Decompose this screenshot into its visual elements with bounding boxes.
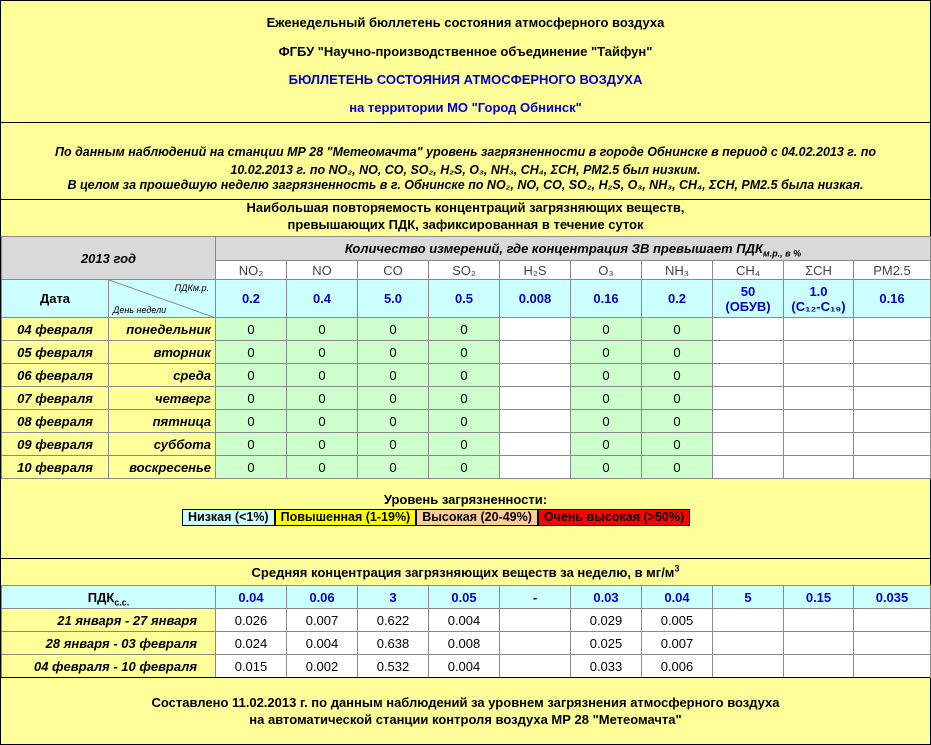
exceedance-cell: 0 (429, 364, 500, 387)
pdk-weekday-corner (109, 280, 216, 318)
avg-pdk-label: $ПДК_{с.с.}$ (2, 586, 216, 609)
pollutant-header: CH₄ (713, 261, 784, 280)
avg-period: 04 февраля - 10 февраля (2, 655, 216, 678)
avg-pdk-value: 3 (358, 586, 429, 609)
pdk-value (571, 280, 642, 318)
avg-pdk-value: 0.06 (287, 586, 358, 609)
exceedance-cell: 0 (429, 318, 500, 341)
avg-pdk-value: - (500, 586, 571, 609)
table-row (2, 456, 931, 479)
avg-cell (713, 632, 784, 655)
exceedance-cell: 0 (216, 456, 287, 479)
avg-cell: 0.029 (571, 609, 642, 632)
pollutant-header: NH₃ (642, 261, 713, 280)
avg-cell: 0.004 (287, 632, 358, 655)
pdk-number: 5.0 (383, 291, 403, 306)
exceedance-cell: 0 (216, 433, 287, 456)
pdk-number: 0.4 (312, 291, 332, 306)
avg-cell (713, 655, 784, 678)
exceedance-cell (854, 410, 931, 433)
exceedance-cell: 0 (571, 433, 642, 456)
exceedance-cell (854, 433, 931, 456)
pollutant-header: CO (358, 261, 429, 280)
exceedance-cell: 0 (358, 364, 429, 387)
average-title: Средняя концентрация загрязняющих веществ за неделю, в $мг/м^3$ (1, 558, 930, 586)
exceedance-cell: 0 (358, 387, 429, 410)
exceedance-cell (854, 456, 931, 479)
pdk-number: 0.2 (241, 291, 261, 306)
row-weekday: вторник (109, 341, 216, 364)
pdk-value (216, 280, 287, 318)
exceedance-cell: 0 (429, 410, 500, 433)
weekly-average-table (1, 585, 931, 678)
pdk-value (429, 280, 500, 318)
exceedance-cell: 0 (571, 410, 642, 433)
exceedance-cell (784, 318, 854, 341)
pdk-note: (ОБУВ) (725, 298, 771, 314)
avg-cell (500, 655, 571, 678)
pdk-value (854, 280, 931, 318)
table-row (2, 655, 931, 678)
repeat-title-line: Наибольшая повторяемость концентраций загрязняющих веществ, (246, 200, 685, 215)
avg-cell: 0.622 (358, 609, 429, 632)
repeat-title-line: превышающих ПДК, зафиксированная в течение суток (287, 217, 644, 232)
exceedance-cell: 0 (287, 364, 358, 387)
avg-cell: 0.002 (287, 655, 358, 678)
exceedance-cell (500, 341, 571, 364)
avg-cell: 0.008 (429, 632, 500, 655)
row-date: 04 февраля (2, 318, 109, 341)
avg-pdk-value: 0.15 (784, 586, 854, 609)
exceedance-cell: 0 (642, 341, 713, 364)
row-date: 08 февраля (2, 410, 109, 433)
bulletin-title: БЮЛЛЕТЕНЬ СОСТОЯНИЯ АТМОСФЕРНОГО ВОЗДУХА (288, 72, 643, 87)
avg-cell: 0.015 (216, 655, 287, 678)
table-row (2, 632, 931, 655)
daily-exceedance-table (1, 236, 931, 479)
avg-cell: 0.007 (642, 632, 713, 655)
exceedance-cell (784, 410, 854, 433)
legend-high: Высокая (20-49%) (416, 509, 538, 526)
pdk-note: (C₁₂-C₁₉) (791, 298, 846, 314)
table-row (2, 341, 931, 364)
exceedance-cell (854, 364, 931, 387)
table-row (2, 410, 931, 433)
avg-cell: 0.024 (216, 632, 287, 655)
exceedance-cell (500, 318, 571, 341)
exceedance-cell: 0 (642, 364, 713, 387)
exceedance-cell (713, 456, 784, 479)
pdk-number: 1.0 (809, 283, 828, 299)
pdk-value (500, 280, 571, 318)
avg-cell: 0.025 (571, 632, 642, 655)
exceedance-cell: 0 (571, 387, 642, 410)
pdk-number: 50 (740, 283, 756, 299)
year-cell: 2013 год (2, 237, 216, 280)
exceedance-cell: 0 (287, 341, 358, 364)
exceedance-cell: 0 (216, 364, 287, 387)
row-weekday: пятница (109, 410, 216, 433)
exceedance-cell: 0 (358, 410, 429, 433)
avg-period: 28 января - 03 февраля (2, 632, 216, 655)
exceedance-cell (500, 456, 571, 479)
row-weekday: воскресенье (109, 456, 216, 479)
date-label: Дата (2, 280, 109, 318)
summary-line: 10.02.2013 г. по NO₂, NO, CO, SO₂, H₂S, O₃, NH₃, CH₄, ΣCH, PM2.5 был низким. (230, 163, 701, 177)
repeat-title (1, 199, 930, 233)
pollutant-header: NO₂ (216, 261, 287, 280)
table-row (2, 318, 931, 341)
avg-cell: 0.006 (642, 655, 713, 678)
exceedance-cell: 0 (642, 456, 713, 479)
pdk-value (713, 280, 784, 318)
row-date: 05 февраля (2, 341, 109, 364)
avg-cell: 0.004 (429, 609, 500, 632)
summary-period-text (1, 143, 930, 179)
exceedance-cell (784, 433, 854, 456)
exceedance-cell (784, 456, 854, 479)
row-weekday: среда (109, 364, 216, 387)
pollution-level-title: Уровень загрязненности: (383, 492, 548, 507)
pollutant-header: PM2.5 (854, 261, 931, 280)
exceedance-cell: 0 (287, 456, 358, 479)
exceedance-cell: 0 (216, 318, 287, 341)
table-row (2, 364, 931, 387)
exceedance-cell: 0 (571, 341, 642, 364)
exceedance-cell (854, 318, 931, 341)
exceedance-cell: 0 (216, 387, 287, 410)
row-date: 07 февраля (2, 387, 109, 410)
row-weekday: суббота (109, 433, 216, 456)
exceedance-cell (784, 341, 854, 364)
avg-pdk-value: 0.03 (571, 586, 642, 609)
pdk-corner-label: ПДКм.р. (174, 283, 209, 293)
exceedance-cell (854, 341, 931, 364)
exceedance-cell: 0 (216, 341, 287, 364)
row-weekday: четверг (109, 387, 216, 410)
exceedance-cell (500, 387, 571, 410)
exceedance-cell: 0 (287, 410, 358, 433)
avg-pdk-value: 0.04 (216, 586, 287, 609)
avg-cell (854, 632, 931, 655)
pollution-level-legend (182, 509, 690, 526)
exceedance-cell (784, 387, 854, 410)
pollution-summary (1, 122, 930, 200)
exceedance-cell: 0 (642, 318, 713, 341)
exceedance-cell (713, 318, 784, 341)
pdk-value (358, 280, 429, 318)
legend-elevated: Повышенная (1-19%) (275, 509, 417, 526)
pdk-number: 0.008 (518, 291, 552, 306)
pollutant-header: NO (287, 261, 358, 280)
avg-cell (500, 632, 571, 655)
exceedance-cell: 0 (571, 318, 642, 341)
pollutant-header: SO₂ (429, 261, 500, 280)
pollutant-header: H₂S (500, 261, 571, 280)
weekday-corner-label: День недели (113, 305, 167, 315)
row-date: 10 февраля (2, 456, 109, 479)
exceedance-cell: 0 (571, 364, 642, 387)
avg-pdk-value: 5 (713, 586, 784, 609)
exceedance-cell: 0 (429, 456, 500, 479)
avg-cell: 0.007 (287, 609, 358, 632)
pdk-value (287, 280, 358, 318)
exceedance-cell (854, 387, 931, 410)
avg-pdk-value: 0.04 (642, 586, 713, 609)
table-row (2, 387, 931, 410)
exceedance-cell: 0 (358, 341, 429, 364)
avg-cell (500, 609, 571, 632)
row-date: 09 февраля (2, 433, 109, 456)
exceedance-cell: 0 (287, 318, 358, 341)
pollutant-header: ΣCH (784, 261, 854, 280)
exceedance-cell: 0 (287, 433, 358, 456)
row-date: 06 февраля (2, 364, 109, 387)
avg-cell: 0.026 (216, 609, 287, 632)
exceedance-cell: 0 (571, 456, 642, 479)
avg-cell (854, 655, 931, 678)
bulletin-footer (1, 677, 930, 745)
pdk-value (784, 280, 854, 318)
exceedance-cell (500, 433, 571, 456)
avg-cell (784, 655, 854, 678)
territory-title: на территории МО "Город Обнинск" (349, 100, 582, 115)
summary-line: По данным наблюдений на станции МР 28 "Метеомачта" уровень загрязненности в городе Обнинске в период с 04.02.2013 г. по (54, 145, 877, 159)
avg-pdk-value: 0.05 (429, 586, 500, 609)
summary-week-text: В целом за прошедшую неделю загрязненность в г. Обнинске по NO₂, NO, CO, SO₂, H₂S, O₃, NH₃, CH₄, ΣCH, PM2.5 была низкая. (67, 178, 864, 192)
exceedance-cell (713, 341, 784, 364)
exceedance-cell: 0 (429, 433, 500, 456)
exceedance-cell (713, 433, 784, 456)
avg-pdk-value: 0.035 (854, 586, 931, 609)
exceedance-cell: 0 (216, 410, 287, 433)
pollutant-header: O₃ (571, 261, 642, 280)
avg-cell: 0.532 (358, 655, 429, 678)
bulletin-heading: Еженедельный бюллетень состояния атмосферного воздуха (266, 15, 665, 30)
exceedance-cell: 0 (642, 410, 713, 433)
footer-line: на автоматической станции контроля воздуха МР 28 "Метеомачта" (249, 712, 682, 727)
avg-cell: 0.033 (571, 655, 642, 678)
exceedance-cell: 0 (429, 341, 500, 364)
pdk-number: 0.2 (667, 291, 687, 306)
table-row (2, 433, 931, 456)
exceedance-cell: 0 (358, 433, 429, 456)
legend-low: Низкая (<1%) (182, 509, 275, 526)
exceedance-cell: 0 (358, 456, 429, 479)
pdk-number: 0.16 (879, 291, 905, 306)
exceedance-cell (784, 364, 854, 387)
exceedance-header: Количество измерений, где концентрация ЗВ превышает $ПДК_{м.р., в \%}$ (216, 237, 931, 261)
avg-cell (713, 609, 784, 632)
avg-cell: 0.005 (642, 609, 713, 632)
row-weekday: понедельник (109, 318, 216, 341)
exceedance-cell (500, 410, 571, 433)
exceedance-cell (713, 410, 784, 433)
avg-cell: 0.638 (358, 632, 429, 655)
legend-very-high: Очень высокая (>50%) (538, 509, 690, 526)
exceedance-cell: 0 (429, 387, 500, 410)
exceedance-cell (500, 364, 571, 387)
avg-cell (784, 609, 854, 632)
avg-period: 21 января - 27 января (2, 609, 216, 632)
pdk-number: 0.16 (593, 291, 619, 306)
footer-line: Составлено 11.02.2013 г. по данным наблюдений за уровнем загрязнения атмосферного воздуха (151, 695, 780, 710)
exceedance-cell: 0 (358, 318, 429, 341)
exceedance-cell: 0 (287, 387, 358, 410)
organization-name: ФГБУ "Научно-производственное объединение "Тайфун" (278, 44, 653, 59)
exceedance-cell (713, 364, 784, 387)
exceedance-cell: 0 (642, 433, 713, 456)
exceedance-cell (713, 387, 784, 410)
avg-cell: 0.004 (429, 655, 500, 678)
exceedance-cell: 0 (642, 387, 713, 410)
table-row (2, 609, 931, 632)
pdk-value (642, 280, 713, 318)
avg-cell (784, 632, 854, 655)
avg-cell (854, 609, 931, 632)
pdk-number: 0.5 (454, 291, 474, 306)
